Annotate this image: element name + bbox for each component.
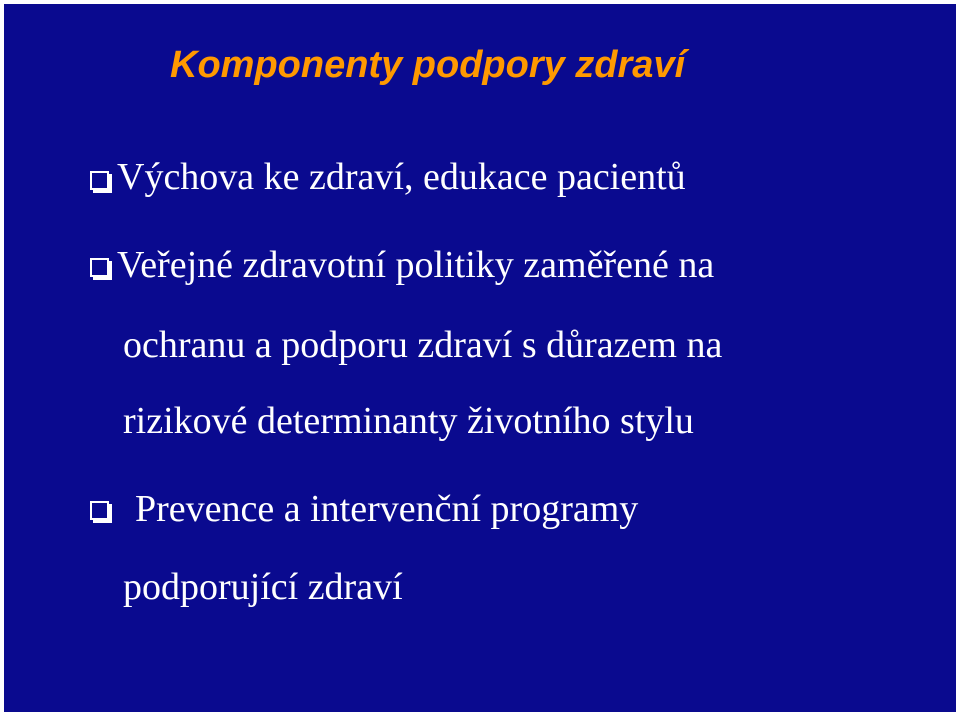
checkbox-bullet-icon — [90, 501, 109, 520]
bullet-text-line: ochranu a podporu zdraví s důrazem na — [123, 324, 723, 366]
checkbox-bullet-icon — [90, 171, 109, 190]
bullet-text-line: rizikové determinanty životního stylu — [123, 400, 694, 442]
checkbox-bullet-icon — [90, 258, 109, 277]
slide — [4, 4, 956, 712]
bullet-text-line: Prevence a intervenční programy — [135, 488, 639, 530]
bullet-text-line: podporující zdraví — [123, 566, 403, 608]
slide-title: Komponenty podpory zdraví — [170, 44, 686, 86]
bullet-text-line: Výchova ke zdraví, edukace pacientů — [117, 156, 686, 198]
bullet-text-line: Veřejné zdravotní politiky zaměřené na — [117, 244, 715, 286]
